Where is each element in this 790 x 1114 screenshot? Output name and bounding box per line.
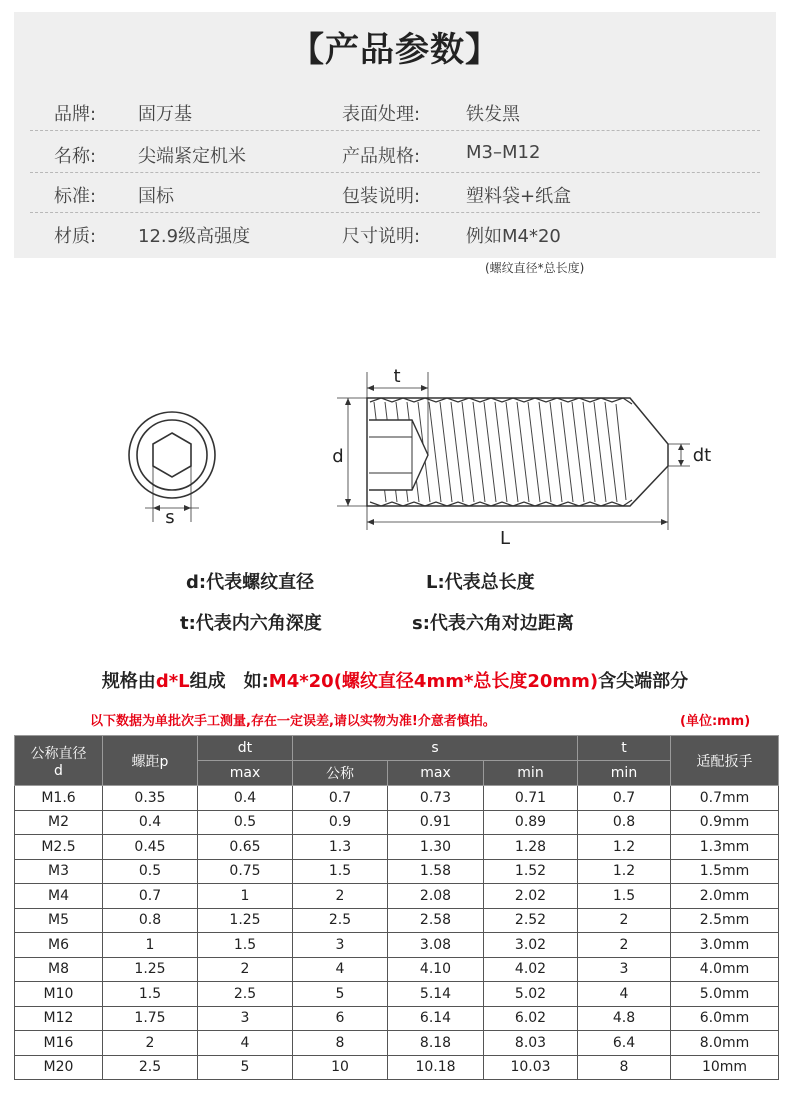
header-s: s: [293, 736, 578, 761]
table-row: [15, 859, 779, 884]
header-s-max: max: [388, 761, 484, 786]
param-value: 例如M4*20: [466, 226, 561, 247]
param-row: [30, 214, 760, 252]
table-cell: 5.02: [484, 982, 578, 1007]
table-cell: 2.5: [103, 1055, 198, 1080]
header-t: t: [578, 736, 671, 761]
table-cell: 2: [578, 933, 671, 958]
table-body: [15, 786, 779, 1080]
table-cell: 0.71: [484, 786, 578, 811]
table-cell: 8.18: [388, 1031, 484, 1056]
table-cell: 2.5: [198, 982, 293, 1007]
table-cell: 6.0mm: [671, 1006, 779, 1031]
table-cell: M12: [15, 1006, 103, 1031]
side-view: [337, 372, 690, 530]
table-cell: 0.4: [198, 786, 293, 811]
table-cell: M10: [15, 982, 103, 1007]
header-dt-max: max: [198, 761, 293, 786]
table-cell: 5: [198, 1055, 293, 1080]
label-d: d: [332, 446, 344, 467]
table-cell: 3: [293, 933, 388, 958]
table-row: [15, 786, 779, 811]
header-s-nominal: 公称: [293, 761, 388, 786]
table-row: [15, 835, 779, 860]
table-cell: 8.03: [484, 1031, 578, 1056]
table-cell: 0.65: [198, 835, 293, 860]
table-row: [15, 884, 779, 909]
screw-diagram: [0, 355, 790, 555]
table-cell: 6.14: [388, 1006, 484, 1031]
label-s: s: [165, 507, 175, 528]
table-cell: 0.91: [388, 810, 484, 835]
header-wrench: 适配扳手: [671, 736, 779, 786]
table-cell: 0.8: [103, 908, 198, 933]
table-cell: 0.75: [198, 859, 293, 884]
table-cell: 1.3mm: [671, 835, 779, 860]
table-cell: 1: [198, 884, 293, 909]
table-cell: 1.5: [198, 933, 293, 958]
table-cell: 1.3: [293, 835, 388, 860]
param-key: 标准:: [54, 186, 97, 207]
table-cell: 3: [198, 1006, 293, 1031]
legend-d: d:代表螺纹直径: [186, 572, 315, 593]
param-key: 包装说明:: [342, 186, 421, 207]
table-cell: 8: [578, 1055, 671, 1080]
spec-highlight-format: d*L: [155, 671, 190, 692]
table-cell: 4.10: [388, 957, 484, 982]
table-cell: 8.0mm: [671, 1031, 779, 1056]
table-cell: 1.5: [578, 884, 671, 909]
table-cell: 5: [293, 982, 388, 1007]
param-value: 尖端紧定机米: [138, 146, 246, 167]
table-cell: M16: [15, 1031, 103, 1056]
table-cell: 2: [198, 957, 293, 982]
table-row: [15, 933, 779, 958]
table-cell: 0.5: [198, 810, 293, 835]
table-cell: 0.35: [103, 786, 198, 811]
table-cell: 3.08: [388, 933, 484, 958]
label-L: L: [499, 528, 511, 549]
table-cell: 1.52: [484, 859, 578, 884]
table-cell: 0.73: [388, 786, 484, 811]
legend-s: s:代表六角对边距离: [412, 613, 574, 634]
label-t: t: [393, 366, 401, 387]
table-cell: 3.02: [484, 933, 578, 958]
table-row: [15, 957, 779, 982]
table-cell: 10mm: [671, 1055, 779, 1080]
table-row: [15, 1006, 779, 1031]
table-cell: 0.7: [293, 786, 388, 811]
table-row: [15, 1031, 779, 1056]
table-cell: 10.03: [484, 1055, 578, 1080]
table-cell: 4.0mm: [671, 957, 779, 982]
table-cell: M20: [15, 1055, 103, 1080]
param-key: 尺寸说明:: [342, 226, 421, 247]
param-value: 铁发黑: [466, 104, 520, 125]
table-cell: 2: [293, 884, 388, 909]
table-cell: 5.0mm: [671, 982, 779, 1007]
table-cell: 10.18: [388, 1055, 484, 1080]
spec-middle: 组成 如:: [189, 671, 269, 692]
table-row: [15, 1055, 779, 1080]
table-cell: 1.75: [103, 1006, 198, 1031]
table-cell: 0.9mm: [671, 810, 779, 835]
table-cell: 0.9: [293, 810, 388, 835]
param-value: 塑料袋+纸盒: [466, 186, 572, 207]
table-header-row: [15, 736, 779, 761]
table-cell: 0.7: [103, 884, 198, 909]
header-t-min: min: [578, 761, 671, 786]
table-cell: M2: [15, 810, 103, 835]
table-cell: 0.7: [578, 786, 671, 811]
table-cell: 2.5: [293, 908, 388, 933]
table-cell: 4.02: [484, 957, 578, 982]
table-cell: 4: [578, 982, 671, 1007]
spec-suffix: 含尖端部分: [598, 671, 689, 692]
table-cell: 1: [103, 933, 198, 958]
table-cell: 2: [103, 1031, 198, 1056]
table-cell: 2.52: [484, 908, 578, 933]
header-diameter-sub: d: [54, 762, 63, 779]
legend-t: t:代表内六角深度: [180, 613, 322, 634]
param-title: 【产品参数】: [290, 30, 500, 70]
param-key: 品牌:: [54, 104, 97, 125]
table-row: [15, 908, 779, 933]
table-cell: M3: [15, 859, 103, 884]
table-cell: 1.5: [103, 982, 198, 1007]
table-cell: 8: [293, 1031, 388, 1056]
table-cell: 10: [293, 1055, 388, 1080]
end-view: [129, 412, 215, 522]
table-cell: 2: [578, 908, 671, 933]
table-cell: 1.2: [578, 835, 671, 860]
table-cell: 2.08: [388, 884, 484, 909]
param-value: 固万基: [138, 104, 192, 125]
param-row: [30, 92, 760, 131]
param-value: 国标: [138, 186, 174, 207]
header-pitch: 螺距p: [103, 736, 198, 786]
table-cell: 1.5mm: [671, 859, 779, 884]
table-cell: 5.14: [388, 982, 484, 1007]
legend-L: L:代表总长度: [426, 572, 535, 593]
table-cell: M2.5: [15, 835, 103, 860]
spec-prefix: 规格由: [101, 671, 156, 692]
table-cell: 4: [198, 1031, 293, 1056]
table-cell: 0.89: [484, 810, 578, 835]
table-cell: 6.02: [484, 1006, 578, 1031]
table-cell: 2.5mm: [671, 908, 779, 933]
spec-line: [0, 667, 790, 693]
table-cell: 3.0mm: [671, 933, 779, 958]
table-row: [15, 810, 779, 835]
table-cell: 3: [578, 957, 671, 982]
table-cell: 1.5: [293, 859, 388, 884]
param-key: 材质:: [54, 226, 97, 247]
table-cell: M4: [15, 884, 103, 909]
table-cell: 2.0mm: [671, 884, 779, 909]
table-cell: M6: [15, 933, 103, 958]
table-cell: 1.58: [388, 859, 484, 884]
size-note: (螺纹直径*总长度): [485, 261, 585, 275]
table-cell: 0.45: [103, 835, 198, 860]
table-cell: 1.25: [198, 908, 293, 933]
param-key: 产品规格:: [342, 146, 421, 167]
param-row: [30, 134, 760, 173]
table-row: [15, 982, 779, 1007]
header-diameter-label: 公称直径: [30, 745, 87, 762]
param-value: M3–M12: [466, 142, 541, 163]
table-cell: 1.28: [484, 835, 578, 860]
table-cell: 0.5: [103, 859, 198, 884]
table-cell: M1.6: [15, 786, 103, 811]
table-cell: 6.4: [578, 1031, 671, 1056]
param-key: 表面处理:: [342, 104, 421, 125]
table-cell: 2.02: [484, 884, 578, 909]
table-cell: M8: [15, 957, 103, 982]
table-cell: 1.30: [388, 835, 484, 860]
param-key: 名称:: [54, 146, 97, 167]
table-cell: 4.8: [578, 1006, 671, 1031]
table-cell: 0.7mm: [671, 786, 779, 811]
disclaimer: 以下数据为单批次手工测量,存在一定误差,请以实物为准!介意者慎拍。: [90, 714, 496, 729]
table-cell: M5: [15, 908, 103, 933]
table-cell: 6: [293, 1006, 388, 1031]
table-cell: 0.8: [578, 810, 671, 835]
label-dt: dt: [692, 445, 712, 466]
header-dt: dt: [198, 736, 293, 761]
param-value: 12.9级高强度: [138, 226, 251, 247]
table-cell: 2.58: [388, 908, 484, 933]
table-cell: 1.25: [103, 957, 198, 982]
table-cell: 0.4: [103, 810, 198, 835]
header-s-min: min: [484, 761, 578, 786]
unit-label: (单位:mm): [680, 714, 751, 729]
header-diameter: [15, 736, 103, 786]
param-row: [30, 174, 760, 213]
spec-highlight-example: M4*20(螺纹直径4mm*总长度20mm): [268, 671, 599, 692]
table-cell: 4: [293, 957, 388, 982]
table-cell: 1.2: [578, 859, 671, 884]
spec-table: [14, 735, 779, 1080]
